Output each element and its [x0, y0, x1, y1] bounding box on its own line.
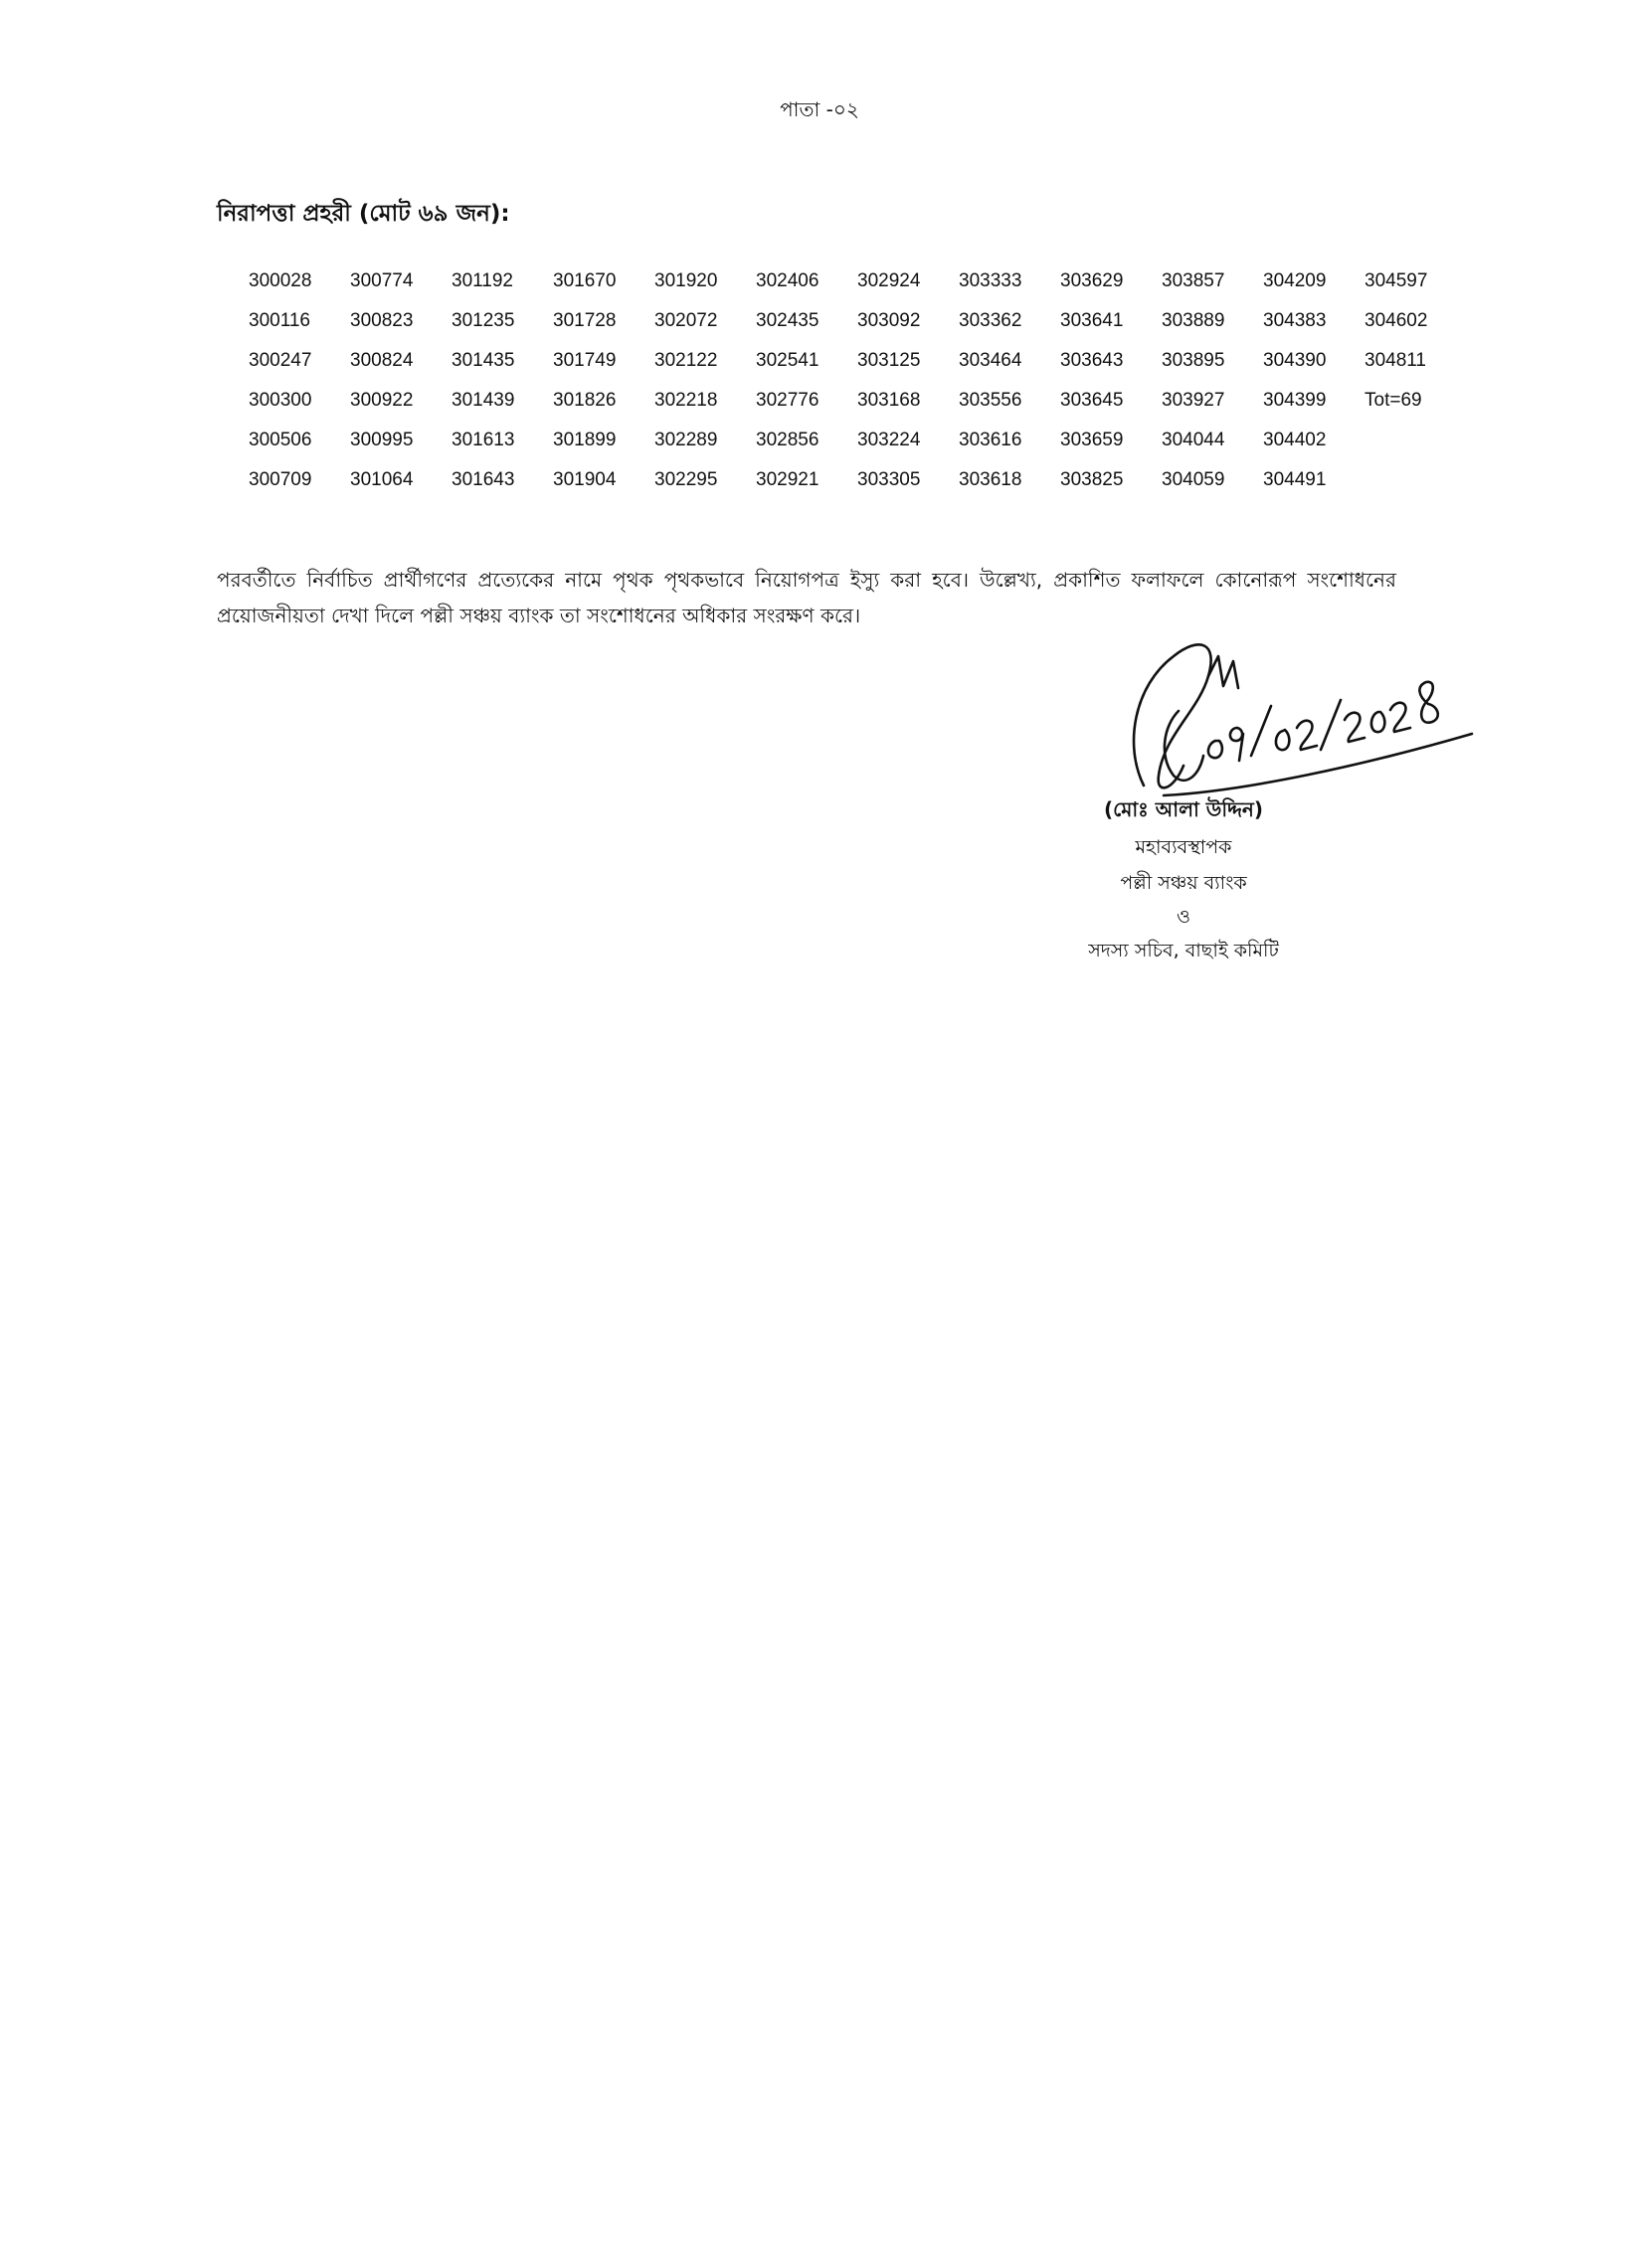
- roll-number-cell: 303464: [959, 350, 1022, 371]
- roll-number-cell: 302541: [756, 350, 820, 371]
- roll-number-cell: 303618: [959, 469, 1022, 490]
- roll-number-cell: 301439: [452, 390, 515, 411]
- roll-number-cell: 302921: [756, 469, 820, 490]
- roll-number-cell: 304383: [1263, 310, 1327, 331]
- roll-number-cell: 304390: [1263, 350, 1327, 371]
- section-heading: নিরাপত্তা প্রহরী (মোট ৬৯ জন):: [217, 201, 510, 227]
- roll-number-cell: 300823: [350, 310, 414, 331]
- roll-number-cell: 302072: [654, 310, 718, 331]
- roll-number-table: [245, 262, 1462, 500]
- roll-number-cell: 301435: [452, 350, 515, 371]
- roll-number-cell: 301064: [350, 469, 414, 490]
- roll-number-cell: 303333: [959, 270, 1022, 291]
- roll-number-cell: 303125: [857, 350, 921, 371]
- roll-number-cell: [1361, 421, 1462, 460]
- roll-number-cell: 301192: [452, 270, 513, 291]
- roll-number-cell: 301643: [452, 469, 515, 490]
- roll-number-cell: 304402: [1263, 430, 1327, 450]
- roll-number-cell: 303362: [959, 310, 1022, 331]
- table-row: [245, 460, 1462, 500]
- roll-number-cell: 301749: [553, 350, 617, 371]
- roll-number-cell: 303643: [1060, 350, 1124, 371]
- organization-name: পল্লী সঞ্চয় ব্যাংক: [1120, 872, 1247, 894]
- roll-number-cell: Tot=69: [1365, 390, 1422, 411]
- roll-number-cell: 304597: [1365, 270, 1428, 291]
- roll-number-cell: 301920: [654, 270, 718, 291]
- roll-number-cell: 301899: [553, 430, 617, 450]
- roll-number-cell: 304811: [1365, 350, 1426, 371]
- roll-number-cell: 304399: [1263, 390, 1327, 411]
- roll-number-cell: 300709: [249, 469, 312, 490]
- roll-number-cell: 304059: [1162, 469, 1225, 490]
- roll-number-cell: 303629: [1060, 270, 1124, 291]
- roll-number-cell: 301613: [452, 430, 515, 450]
- roll-number-cell: 300922: [350, 390, 414, 411]
- roll-number-cell: 302776: [756, 390, 820, 411]
- roll-number-cell: 303092: [857, 310, 921, 331]
- roll-number-cell: 300824: [350, 350, 414, 371]
- roll-number-cell: 303825: [1060, 469, 1124, 490]
- table-row: [245, 421, 1462, 460]
- roll-number-cell: 303659: [1060, 430, 1124, 450]
- roll-number-cell: 303645: [1060, 390, 1124, 411]
- roll-number-cell: 301826: [553, 390, 617, 411]
- roll-number-cell: 300995: [350, 430, 414, 450]
- roll-number-cell: 300300: [249, 390, 312, 411]
- roll-number-cell: 301670: [553, 270, 617, 291]
- roll-number-cell: 303224: [857, 430, 921, 450]
- roll-number-cell: 302856: [756, 430, 820, 450]
- roll-number-cell: 302406: [756, 270, 820, 291]
- roll-number-cell: 301235: [452, 310, 515, 331]
- roll-number-cell: 302218: [654, 390, 718, 411]
- roll-number-cell: 300247: [249, 350, 312, 371]
- roll-number-cell: 301904: [553, 469, 617, 490]
- roll-number-cell: 304491: [1263, 469, 1327, 490]
- roll-number-cell: 304209: [1263, 270, 1327, 291]
- roll-number-cell: 302924: [857, 270, 921, 291]
- signatory-title: মহাব্যবস্থাপক: [1135, 836, 1232, 858]
- roll-number-cell: 303168: [857, 390, 921, 411]
- table-row: [245, 381, 1462, 421]
- page-number: পাতা -০২: [780, 97, 859, 121]
- committee-role: সদস্য সচিব, বাছাই কমিটি: [1088, 940, 1279, 961]
- roll-number-cell: 303857: [1162, 270, 1225, 291]
- roll-number-cell: 302435: [756, 310, 820, 331]
- conjunction: ও: [1177, 906, 1190, 928]
- roll-number-cell: 303641: [1060, 310, 1124, 331]
- roll-number-cell: 300774: [350, 270, 414, 291]
- roll-number-cell: 303927: [1162, 390, 1225, 411]
- roll-number-cell: 300506: [249, 430, 312, 450]
- roll-number-cell: 304044: [1162, 430, 1225, 450]
- roll-number-cell: 302289: [654, 430, 718, 450]
- table-row: [245, 341, 1462, 381]
- signatory-name: (মোঃ আলা উদ্দিন): [1104, 797, 1263, 821]
- roll-number-cell: 303889: [1162, 310, 1225, 331]
- roll-number-cell: 303895: [1162, 350, 1225, 371]
- table-row: [245, 301, 1462, 341]
- table-row: [245, 262, 1462, 301]
- roll-number-cell: 301728: [553, 310, 617, 331]
- roll-number-cell: 302122: [654, 350, 718, 371]
- notice-paragraph: পরবর্তীতে নির্বাচিত প্রার্থীগণের প্রত্যেকের নামে পৃথক পৃথকভাবে নিয়োগপত্র ইস্যু করা হবে। উল্লেখ্য, প্রকাশিত ফলাফলে কোনোরূপ সংশোধনের প্রয়োজনীয়তা দেখা দিলে পল্লী সঞ্চয় ব্যাংক তা সংশোধনের অধিকার সংরক্ষণ করে।: [217, 568, 1396, 627]
- roll-number-cell: 303616: [959, 430, 1022, 450]
- roll-number-cell: 300116: [249, 310, 310, 331]
- roll-number-cell: 303305: [857, 469, 921, 490]
- roll-number-cell: 304602: [1365, 310, 1428, 331]
- signature-image: [1104, 616, 1482, 805]
- roll-number-cell: 302295: [654, 469, 718, 490]
- roll-number-cell: 300028: [249, 270, 312, 291]
- roll-number-cell: 303556: [959, 390, 1022, 411]
- roll-number-cell: [1361, 460, 1462, 500]
